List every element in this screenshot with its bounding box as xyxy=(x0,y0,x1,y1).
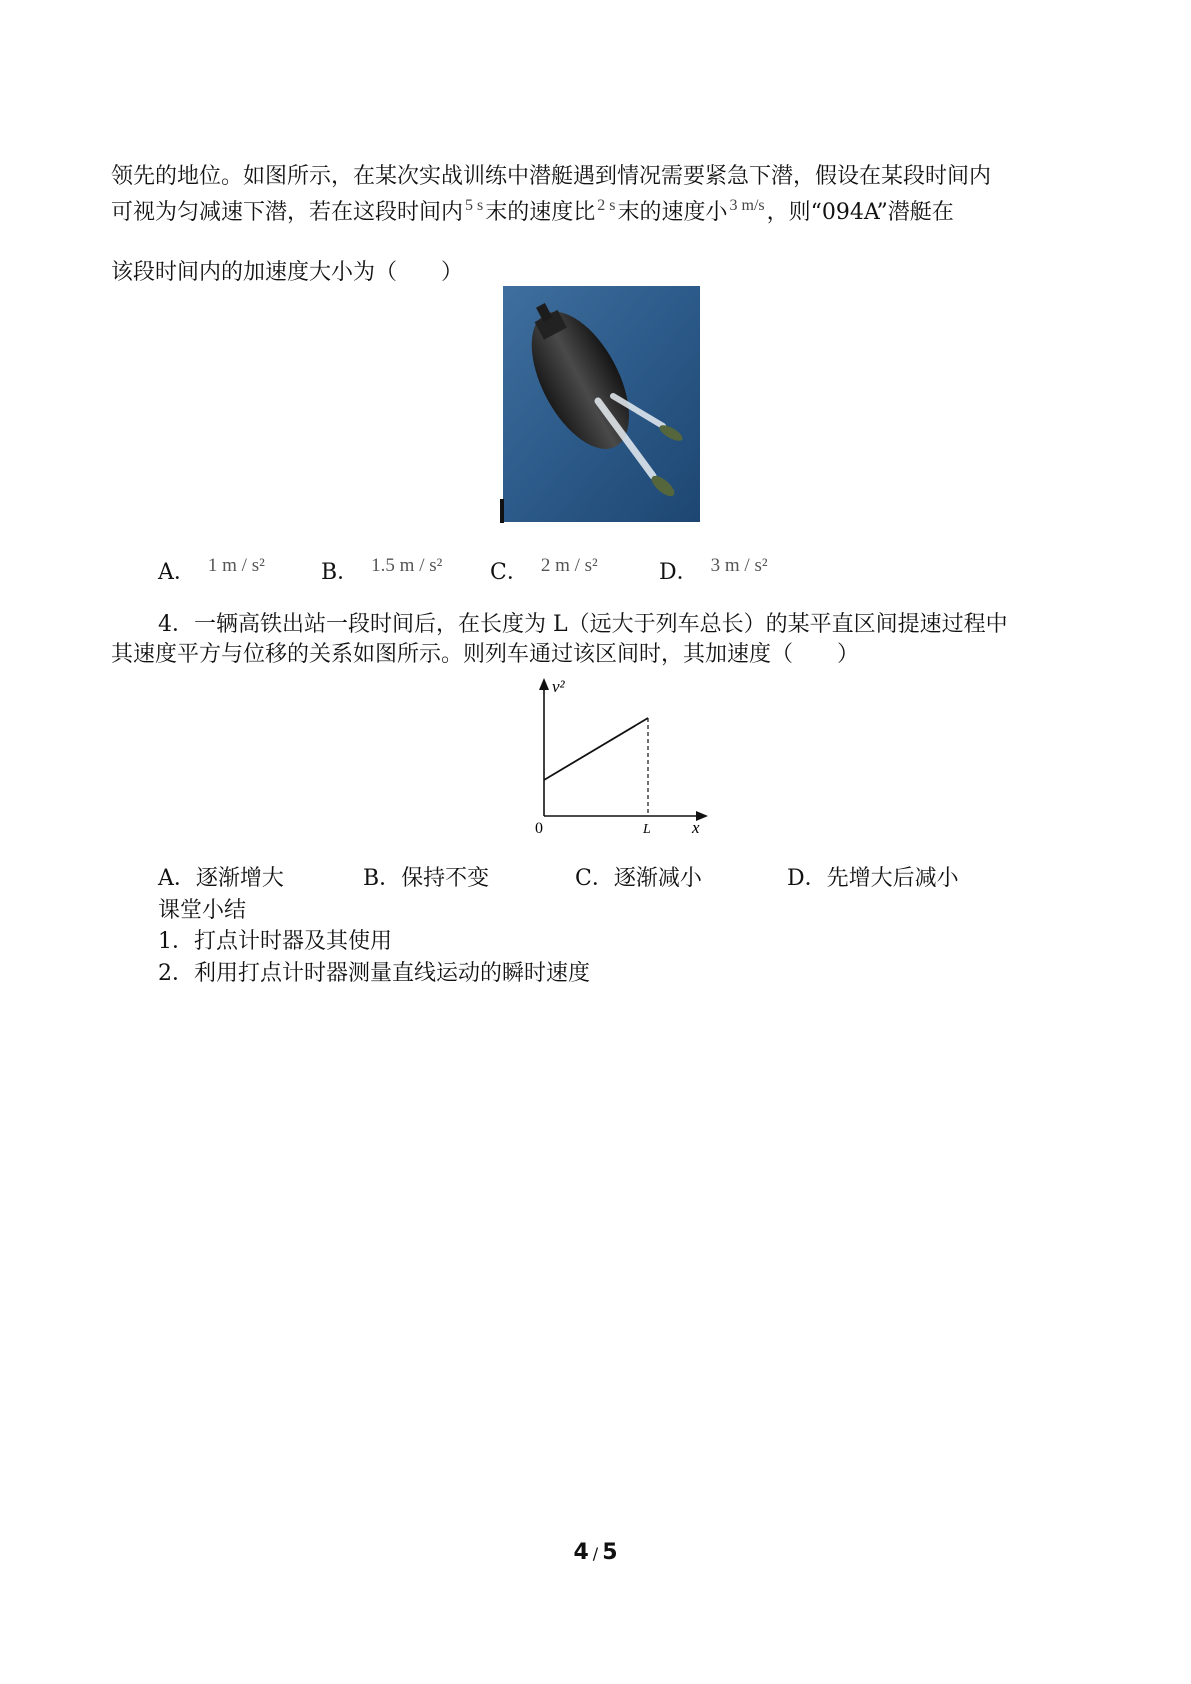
q3-option-c[interactable] xyxy=(490,555,598,587)
q4-option-a[interactable]: A．逐渐增大 xyxy=(158,866,284,891)
q3-text-c: 末的速度小 xyxy=(617,200,728,225)
q3-option-d-value: 3 m / s² xyxy=(710,555,768,576)
v2-x-graph xyxy=(530,676,720,838)
summary-heading: 课堂小结 xyxy=(158,898,247,923)
q3-option-c-letter: C． xyxy=(490,560,529,585)
q4-option-b[interactable]: B．保持不变 xyxy=(363,866,490,891)
q3-time-1: 5 s xyxy=(465,197,484,214)
submarine-image xyxy=(503,286,700,522)
v2-line xyxy=(544,718,648,780)
x-axis-label: x xyxy=(692,818,700,837)
page-total: 5 xyxy=(602,1540,618,1565)
page-slash: / xyxy=(592,1544,599,1563)
q3-time-2: 2 s xyxy=(597,197,616,214)
q4-option-d[interactable]: D．先增大后减小 xyxy=(787,866,959,891)
q4-line-2: 其速度平方与位移的关系如图所示。则列车通过该区间时，其加速度（ ） xyxy=(111,642,860,667)
q3-option-d-letter: D． xyxy=(659,560,699,585)
q3-line-3: 该段时间内的加速度大小为（ ） xyxy=(111,260,464,285)
origin-label: 0 xyxy=(535,820,543,837)
q3-speed-diff: 3 m/s xyxy=(729,197,765,214)
q3-text-b: 末的速度比 xyxy=(485,200,596,225)
q3-option-b[interactable] xyxy=(321,555,443,587)
q3-option-a-value: 1 m / s² xyxy=(207,555,265,576)
summary-item-1: 1．打点计时器及其使用 xyxy=(158,929,392,954)
l-label: L xyxy=(643,822,651,837)
image-cursor-mark xyxy=(500,499,504,523)
q4-line-1: 4．一辆高铁出站一段时间后，在长度为 L（远大于列车总长）的某平直区间提速过程中 xyxy=(158,612,1008,637)
q3-text-a: 可视为匀减速下潜，若在这段时间内 xyxy=(111,200,464,225)
q3-option-d[interactable] xyxy=(659,555,768,587)
summary-item-2: 2．利用打点计时器测量直线运动的瞬时速度 xyxy=(158,961,590,986)
q3-option-b-value: 1.5 m / s² xyxy=(371,555,443,576)
q3-option-c-value: 2 m / s² xyxy=(540,555,598,576)
y-axis-arrow xyxy=(539,678,549,690)
q3-line-2 xyxy=(111,197,954,228)
page-current: 4 xyxy=(573,1540,589,1565)
q3-option-a-letter: A． xyxy=(158,560,196,585)
q3-text-d: ，则“094A”潜艇在 xyxy=(766,200,954,225)
q3-option-a[interactable] xyxy=(158,555,265,587)
q3-line-1: 领先的地位。如图所示，在某次实战训练中潜艇遇到情况需要紧急下潜，假设在某段时间内 xyxy=(111,164,992,189)
page-number xyxy=(0,1540,1191,1565)
q4-option-c[interactable]: C．逐渐减小 xyxy=(575,866,702,891)
y-axis-label: v² xyxy=(552,677,565,696)
q3-option-b-letter: B． xyxy=(321,560,360,585)
